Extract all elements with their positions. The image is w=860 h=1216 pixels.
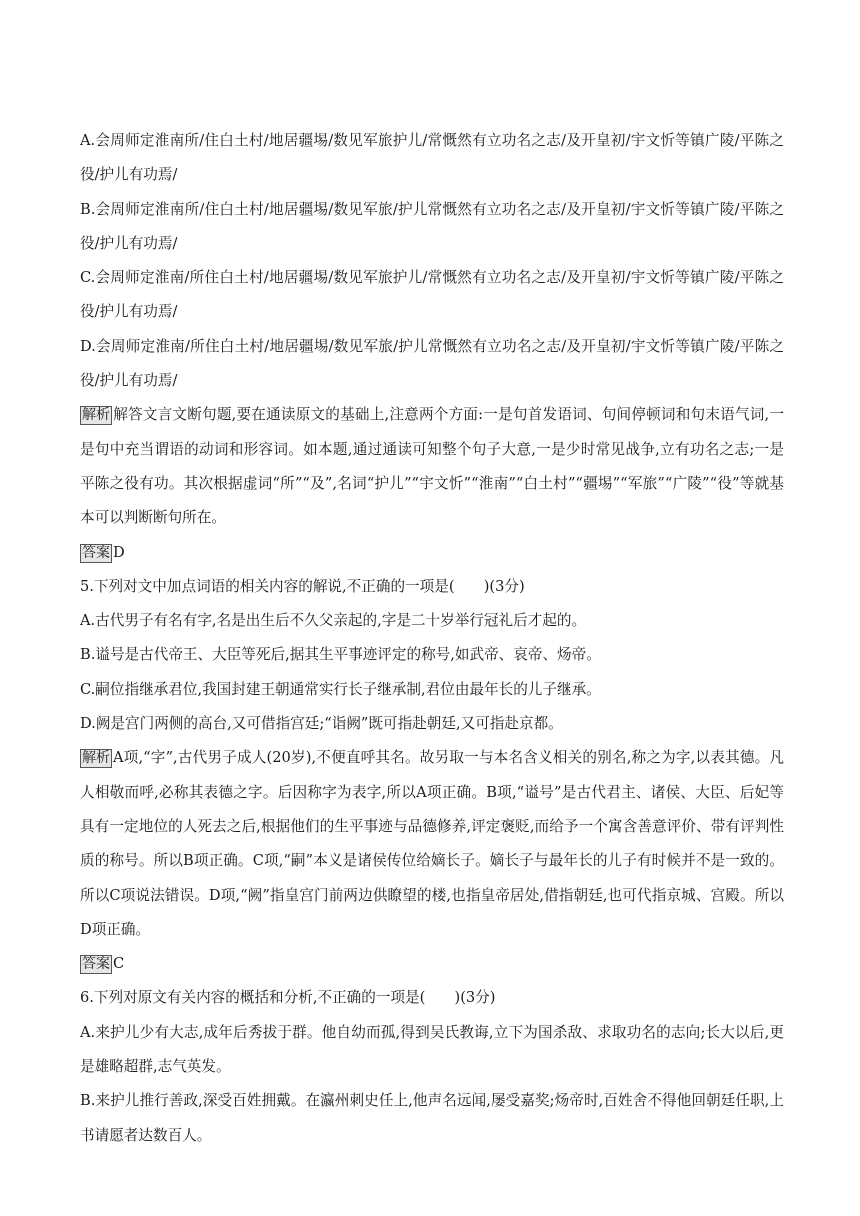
q6-stem: 6.下列对原文有关内容的概括和分析,不正确的一项是( )(3分)	[80, 989, 496, 1007]
q4-analysis-text: 解答文言文断句题,要在通读原文的基础上,注意两个方面:一是句首发语词、句间停顿词和句末语气词,一是句中充当谓语的动词和形容词。如本题,通过通读可知整个句子大意,一是少时常见战争,立有功名之志;一是平陈之役有功。其次根据虚词“所”“及”,名词“护儿”“宇文忻”“淮南”“白土村”“疆埸”“军旅”“广陵”“役”等就基本可以判断断句所在。	[80, 406, 784, 527]
q6-option-b: B.来护儿推行善政,深受百姓拥戴。在瀛州刺史任上,他声名远闻,屡受嘉奖;炀帝时,百姓舍不得他回朝廷任职,上书请愿者达数百人。	[80, 1092, 784, 1144]
analysis-label: 解析	[82, 750, 110, 767]
q5-option-b: B.谥号是古代帝王、大臣等死后,据其生平事迹评定的称号,如武帝、哀帝、炀帝。	[80, 646, 601, 664]
q5-answer-value: C	[113, 955, 125, 973]
q5-answer	[80, 947, 784, 981]
q4-analysis	[80, 398, 784, 535]
q4-option-b: B.会周师定淮南所/住白土村/地居疆埸/数见军旅/护儿常慨然有立功名之志/及开皇初/宇文忻等镇广陵/平陈之役/护儿有功焉/	[80, 200, 784, 252]
answer-label: 答案	[82, 956, 110, 973]
q4-option-d: D.会周师定淮南/所住白土村/地居疆埸/数见军旅/护儿常慨然有立功名之志/及开皇初/宇文忻等镇广陵/平陈之役/护儿有功焉/	[80, 337, 784, 390]
answer-label: 答案	[82, 544, 110, 561]
q5-option-c: C.嗣位指继承君位,我国封建王朝通常实行长子继承制,君位由最年长的儿子继承。	[80, 680, 601, 698]
analysis-label: 解析	[82, 407, 110, 424]
q4-answer-value: D	[113, 543, 125, 561]
q4-option-a: A.会周师定淮南所/住白土村/地居疆埸/数见军旅护儿/常慨然有立功名之志/及开皇初/宇文忻等镇广陵/平陈之役/护儿有功焉/	[80, 132, 784, 184]
q4-option-c: C.会周师定淮南/所住白土村/地居疆埸/数见军旅护儿/常慨然有立功名之志/及开皇初/宇文忻等镇广陵/平陈之役/护儿有功焉/	[80, 269, 784, 321]
q5-analysis	[80, 741, 784, 947]
q5-option-d: D.阙是宫门两侧的高台,又可借指宫廷;“诣阙”既可指赴朝廷,又可指赴京都。	[80, 715, 563, 733]
q6-option-a: A.来护儿少有大志,成年后秀拔于群。他自幼而孤,得到吴氏教诲,立下为国杀敌、求取功名的志向;长大以后,更是雄略超群,志气英发。	[80, 1023, 784, 1076]
q5-stem: 5.下列对文中加点词语的相关内容的解说,不正确的一项是( )(3分)	[80, 577, 525, 595]
q4-answer	[80, 536, 784, 570]
q5-option-a: A.古代男子有名有字,名是出生后不久父亲起的,字是二十岁举行冠礼后才起的。	[80, 612, 587, 630]
q5-analysis-text: A项,“字”,古代男子成人(20岁),不便直呼其名。故另取一与本名含义相关的别名,称之为字,以表其德。凡人相敬而呼,必称其表德之字。后因称字为表字,所以A项正确。B项,“谥号”是古代君主、诸侯、大臣、后妃等具有一定地位的人死去之后,根据他们的生平事迹与品德修养,评定褒贬,而给予一个寓含善意评价、带有评判性质的称号。所以B项正确。C项,“嗣”本义是诸侯传位给嫡长子。嫡长子与最年长的儿子有时候并不是一致的。所以C项说法错误。D项,“阙”指皇宫门前两边供瞭望的楼,也指皇帝居处,借指朝廷,也可代指京城、宫殿。所以D项正确。	[80, 749, 784, 938]
page-content	[80, 124, 784, 1153]
